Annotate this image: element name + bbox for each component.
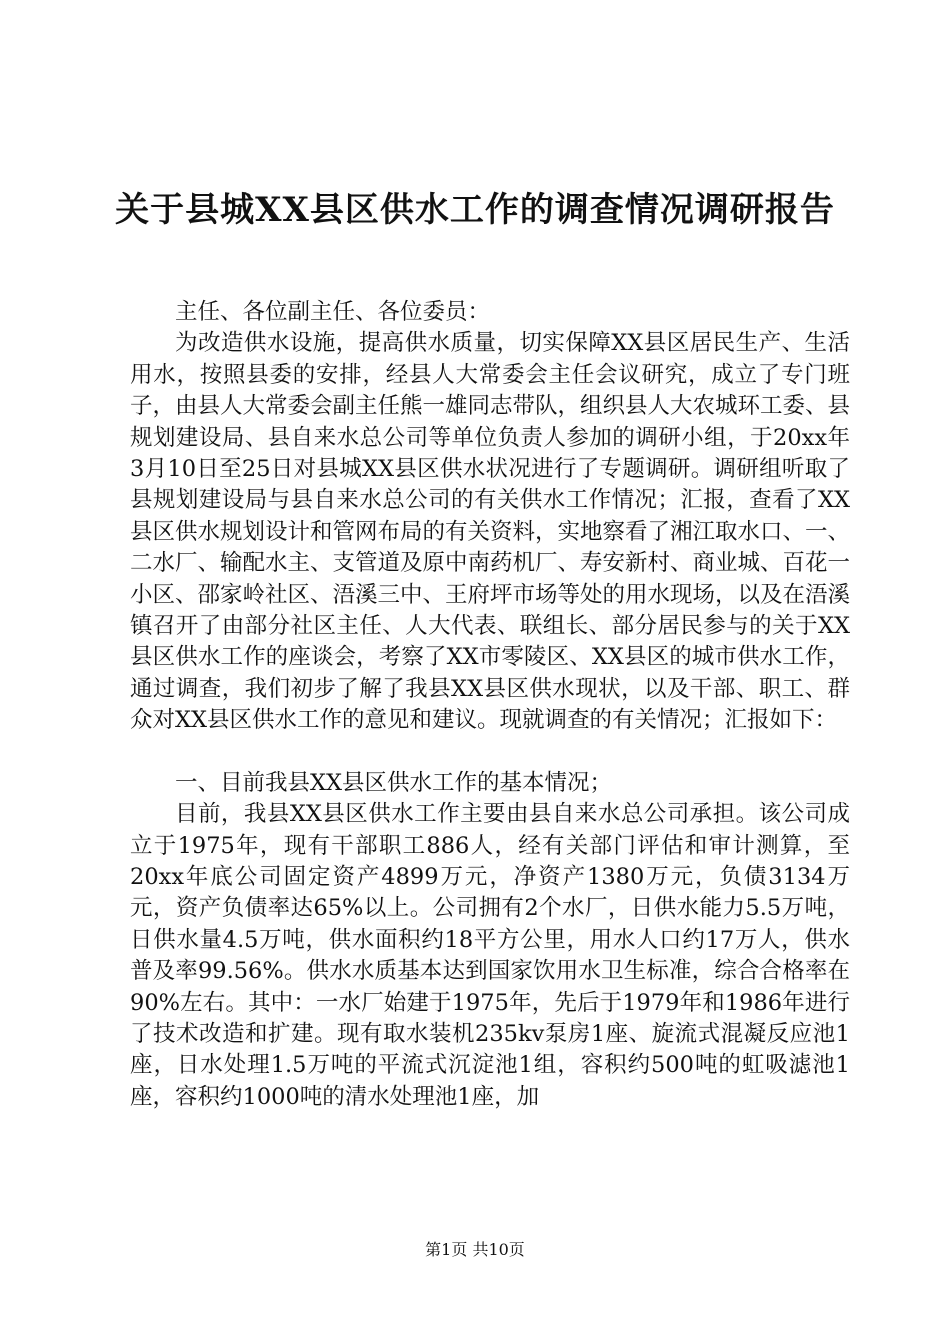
intro-paragraph: 为改造供水设施，提高供水质量，切实保障XX县区居民生产、生活用水，按照县委的安排，经县人大常委会主任会议研究，成立了专门班子，由县人大常委会副主任熊一雄同志带队，组织县人大农城环工委、县规划建设局、县自来水总公司等单位负责人参加的调研小组，于20xx年3月10日至25日对县城XX县区供水状况进行了专题调研。调研组听取了县规划建设局与县自来水总公司的有关供水工作情况；汇报，查看了XX县区供水规划设计和管网布局的有关资料，实地察看了湘江取水口、一、二水厂、输配水主、支管道及原中南药机厂、寿安新村、商业城、百花一小区、邵家岭社区、浯溪三中、王府坪市场等处的用水现场，以及在浯溪镇召开了由部分社区主任、人大代表、联组长、部分居民参与的关于XX县区供水工作的座谈会，考察了XX市零陵区、XX县区的城市供水工作，通过调查，我们初步了解了我县XX县区供水现状，以及干部、职工、群众对XX县区供水工作的意见和建议。现就调查的有关情况；汇报如下： [130, 330, 851, 734]
section-paragraph: 目前，我县XX县区供水工作主要由县自来水总公司承担。该公司成立于1975年，现有干部职工886人，经有关部门评估和审计测算，至20xx年底公司固定资产4899万元，净资产1380万元，负债3134万元，资产负债率达65%以上。公司拥有2个水厂，日供水能力5.5万吨，日供水量4.5万吨，供水面积约18平方公里，用水人口约17万人，供水普及率99.56%。供水水质基本达到国家饮用水卫生标准，综合合格率在90%左右。其中：一水厂始建于1975年，先后于1979年和1986年进行了技术改造和扩建。现有取水装机235kv泵房1座、旋流式混凝反应池1座，日水处理1.5万吨的平流式沉淀池1组，容积约500吨的虹吸滤池1座，容积约1000吨的清水处理池1座，加 [130, 801, 850, 1110]
salutation-paragraph: 主任、各位副主任、各位委员： [175, 299, 491, 325]
document-body [130, 297, 850, 1113]
page-number-footer: 第1页 共10页 [425, 1240, 525, 1259]
section-heading: 一、目前我县XX县区供水工作的基本情况； [175, 769, 613, 796]
document-title: 关于县城XX县区供水工作的调查情况调研报告 [115, 190, 835, 230]
